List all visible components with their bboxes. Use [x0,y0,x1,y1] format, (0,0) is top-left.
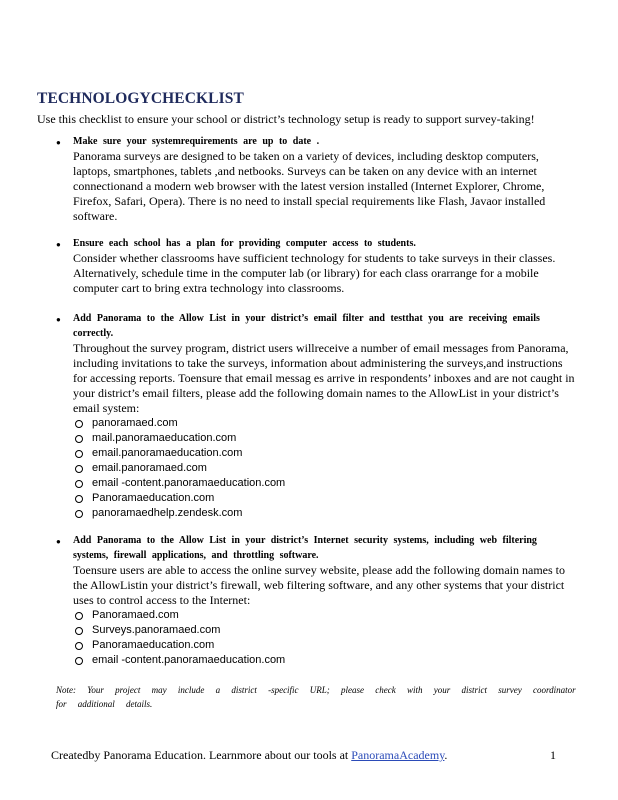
internet-domain-list [56,608,576,668]
checklist-item-internet-security-allow-list [56,533,576,668]
bullet-icon: ● [56,537,61,546]
checklist-body: Throughout the survey program, district users willreceive a number of email messages from Panorama, including invitations to take the surveys, information about administering the surveys,and instructions for accessing reports. Toensure that email messag es arrive in respondents’ inboxes and are not caught in your district’s email filters, please add the following domain names to the AllowList in your district’s email system: [73,341,575,415]
checklist-item-computer-access [56,236,576,296]
list-item: Panoramaeducation.com [73,638,576,653]
circle-bullet-icon [75,612,83,620]
checklist-heading: Add Panorama to the Allow List in your district’s email filter and testthat you are receiving emails correctly. [73,313,540,339]
page-title: TECHNOLOGYCHECKLIST [37,90,244,107]
list-item: email.panoramaeducation.com [73,446,576,461]
circle-bullet-icon [75,450,83,458]
footer-text: Createdby Panorama Education. Learnmore about our tools at [51,748,349,762]
note-text: Note: Your project may include a district -specific URL; please check with your district survey coordinator for additional details. [56,685,576,709]
checklist-item-system-requirements [56,134,576,224]
email-domain-list [56,416,576,521]
list-item: Surveys.panoramaed.com [73,623,576,638]
circle-bullet-icon [75,480,83,488]
checklist-heading: Ensure each school has a plan for providing computer access to students. [73,238,416,249]
circle-bullet-icon [75,420,83,428]
circle-bullet-icon [75,510,83,518]
bullet-icon: ● [56,138,61,147]
list-item: Panoramaeducation.com [73,491,576,506]
panorama-academy-link[interactable]: PanoramaAcademy [351,748,445,762]
checklist-item-email-allow-list [56,311,576,521]
list-item: email.panoramaed.com [73,461,576,476]
checklist-body: Toensure users are able to access the online survey website, please add the following domain names to the AllowListin your district’s firewall, web filtering software, and any other systems that your district uses to control access to the Internet: [73,563,566,607]
checklist-heading: Make sure your systemrequirements are up to date . [73,136,320,147]
list-item: email -content.panoramaeducation.com [73,476,576,491]
circle-bullet-icon [75,627,83,635]
checklist-heading: Add Panorama to the Allow List in your district’s Internet security systems, including web filtering systems, firewall applications, and throttling software. [73,535,537,561]
circle-bullet-icon [75,657,83,665]
checklist-body: Consider whether classrooms have sufficient technology for students to take surveys in their classes. Alternatively, schedule time in the computer lab (or library) for each class orarrange for a mobile computer cart to bring extra technology into classrooms. [73,251,556,295]
intro-text: Use this checklist to ensure your school or district’s technology setup is ready to support survey-taking! [37,112,535,126]
page-number: 1 [550,748,556,762]
page-footer [51,748,556,763]
footer-period: . [444,748,448,762]
circle-bullet-icon [75,465,83,473]
list-item: panoramaed.com [73,416,576,431]
list-item: mail.panoramaeducation.com [73,431,576,446]
circle-bullet-icon [75,435,83,443]
list-item: email -content.panoramaeducation.com [73,653,576,668]
bullet-icon: ● [56,315,61,324]
checklist-body: Panorama surveys are designed to be taken on a variety of devices, including desktop computers, laptops, smartphones, tablets ,and netbooks. Surveys can be taken on any device with an internet connectionand a modern web browser with the latest version installed (Internet Explorer, Chrome, Firefox, Safari, Opera). There is no need to install special requirements like Flash, Javaor installed software. [73,149,546,223]
list-item: Panoramaed.com [73,608,576,623]
circle-bullet-icon [75,495,83,503]
list-item: panoramaedhelp.zendesk.com [73,506,576,521]
circle-bullet-icon [75,642,83,650]
bullet-icon: ● [56,240,61,249]
